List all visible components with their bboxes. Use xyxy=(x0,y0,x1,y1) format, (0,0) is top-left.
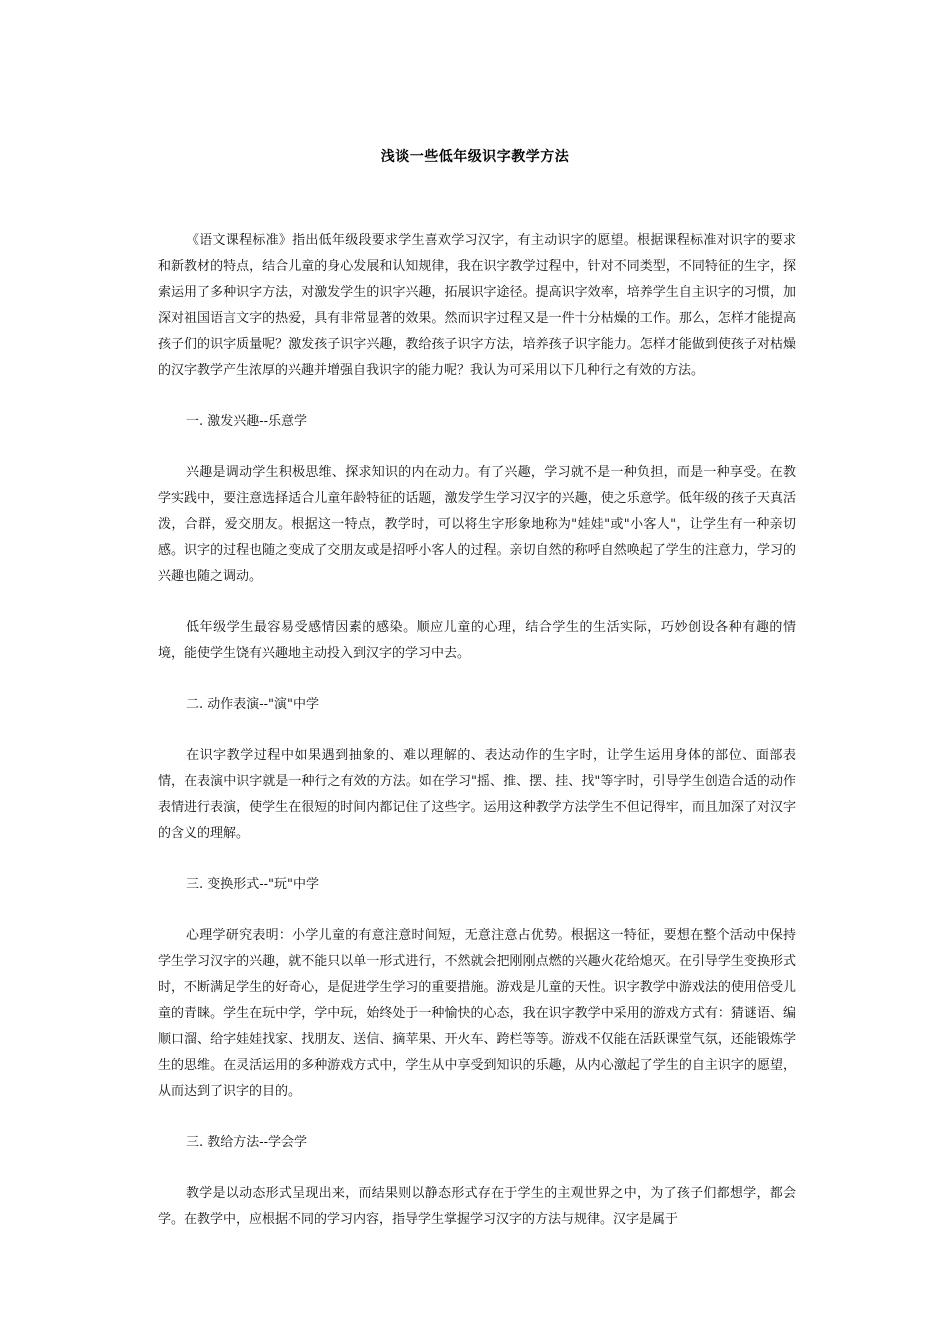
section-2-paragraph: 在识字教学过程中如果遇到抽象的、难以理解的、表达动作的生字时，让学生运用身体的部位、面部表情，在表演中识字就是一种行之有效的方法。如在学习"摇、推、摆、挂、找"等字时，引导学生创造合适的动作表情进行表演，使学生在很短的时间内都记住了这些字。运用这种教学方法学生不但记得牢，而且加深了对汉字的含义的理解。 xyxy=(158,748,796,841)
section-heading-3: 三. 变换形式--"玩"中学 xyxy=(186,877,320,892)
document-body xyxy=(158,228,796,1258)
section-4-paragraph: 教学是以动态形式呈现出来，而结果则以静态形式存在于学生的主观世界之中，为了孩子们都想学，都会学。在教学中，应根据不同的学习内容，指导学生掌握学习汉字的方法与规律。汉字是属于 xyxy=(158,1186,796,1227)
section-heading-4: 三. 教给方法--学会学 xyxy=(186,1135,308,1150)
page-title: 浅谈一些低年级识字教学方法 xyxy=(380,149,570,165)
section-1-paragraph-1: 兴趣是调动学生积极思维、探求知识的内在动力。有了兴趣，学习就不是一种负担，而是一种享受。在教学实践中，要注意选择适合儿童年龄特征的话题，激发学生学习汉字的兴趣，使之乐意学。低年级的孩子天真活泼，合群，爱交朋友。根据这一特点，教学时，可以将生字形象地称为"娃娃"或"小客人"，让学生有一种亲切感。识字的过程也随之变成了交朋友或是招呼小客人的过程。亲切自然的称呼自然唤起了学生的注意力，学习的兴趣也随之调动。 xyxy=(158,465,796,584)
section-heading-1: 一. 激发兴趣--乐意学 xyxy=(186,414,308,429)
section-3-paragraph: 心理学研究表明：小学儿童的有意注意时间短，无意注意占优势。根据这一特征，要想在整个活动中保持学生学习汉字的兴趣，就不能只以单一形式进行，不然就会把刚刚点燃的兴趣火花给熄灭。在引导学生变换形式时，不断满足学生的好奇心，是促进学生学习的重要措施。游戏是儿童的天性。识字教学中游戏法的使用倍受儿童的青睐。学生在玩中学，学中玩，始终处于一种愉快的心态，我在识字教学中采用的游戏方式有：猜谜语、编顺口溜、给字娃娃找家、找朋友、送信、摘苹果、开火车、跨栏等等。游戏不仅能在活跃课堂气氛，还能锻炼学生的思维。在灵活运用的多种游戏方式中，学生从中享受到知识的乐趣，从内心激起了学生的自主识字的愿望，从而达到了识字的目的。 xyxy=(158,928,796,1099)
intro-paragraph: 《语文课程标准》指出低年级段要求学生喜欢学习汉字，有主动识字的愿望。根据课程标准对识字的要求和新教材的特点，结合儿童的身心发展和认知规律，我在识字教学过程中，针对不同类型，不同特征的生字，探索运用了多种识字方法，对激发学生的识字兴趣，拓展识字途径。提高识字效率，培养学生自主识字的习惯，加深对祖国语言文字的热爱，具有非常显著的效果。然而识字过程又是一件十分枯燥的工作。那么，怎样才能提高孩子们的识字质量呢？激发孩子识字兴趣，教给孩子识字方法，培养孩子识字能力。怎样才能做到使孩子对枯燥的汉字教学产生浓厚的兴趣并增强自我识字的能力呢？我认为可采用以下几种行之有效的方法。 xyxy=(158,233,796,378)
section-heading-2: 二. 动作表演--"演"中学 xyxy=(186,697,320,712)
section-1-paragraph-2: 低年级学生最容易受感情因素的感染。顺应儿童的心理，结合学生的生活实际，巧妙创设各种有趣的情境，能使学生饶有兴趣地主动投入到汉字的学习中去。 xyxy=(158,620,796,661)
